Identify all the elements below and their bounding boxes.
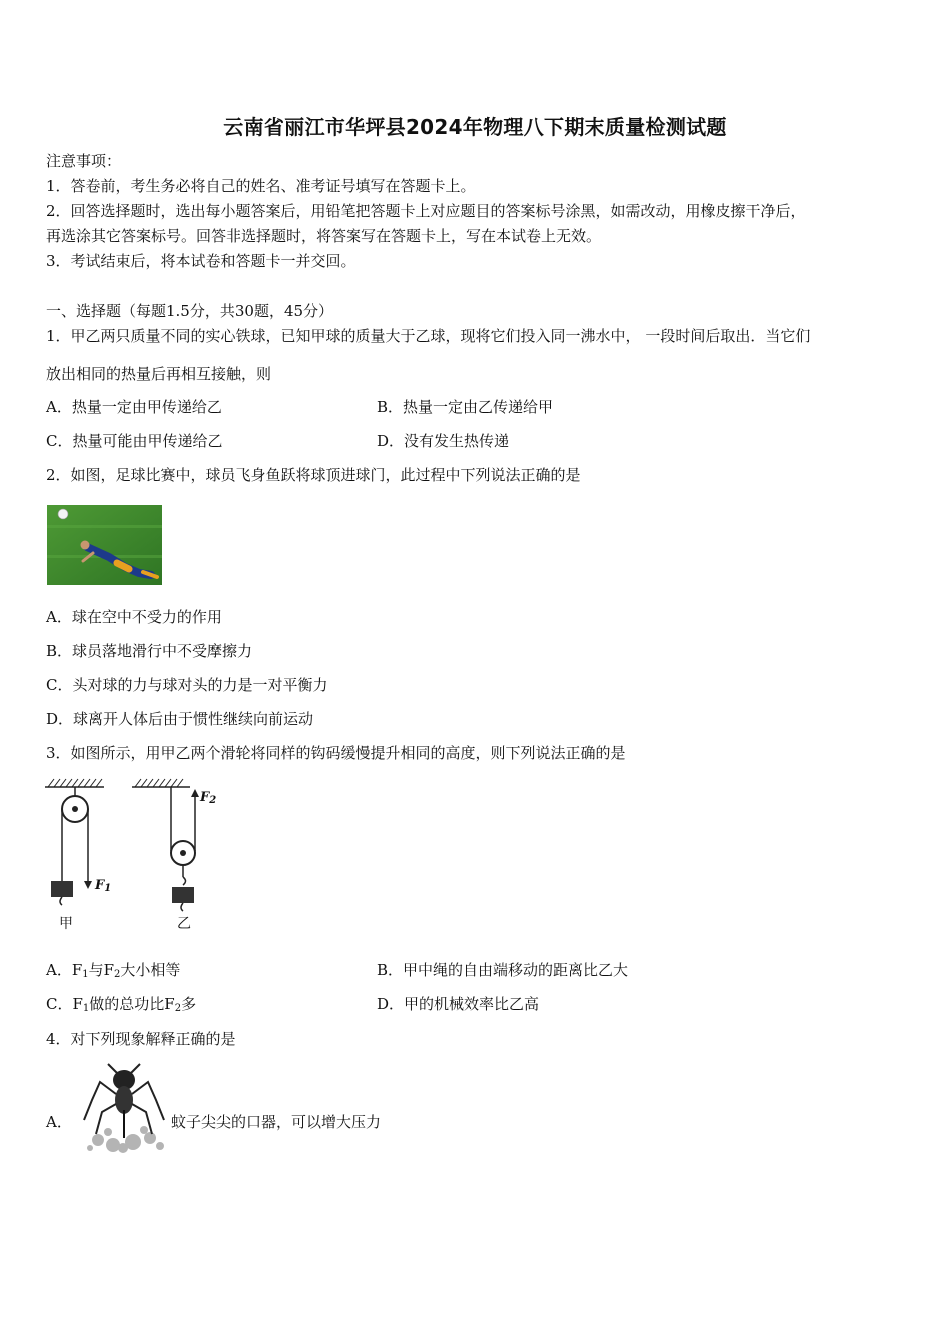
- question-4-stem: 4．对下列现象解释正确的是: [46, 1030, 236, 1048]
- q1-option-d: D．没有发生热传递: [377, 432, 510, 450]
- mosquito-image: [78, 1060, 170, 1154]
- force-label-f1: $F_1$: [95, 878, 112, 894]
- q4-option-a-text: 蚊子尖尖的口器，可以增大压力: [171, 1113, 382, 1131]
- question-3-stem: 3．如图所示，用甲乙两个滑轮将同样的钩码缓慢提升相同的高度，则下列说法正确的是: [46, 744, 626, 762]
- pulley-diagram: [40, 773, 230, 938]
- question-1-stem: 1．甲乙两只质量不同的实心铁球，已知甲球的质量大于乙球，现将它们投入同一沸水中， 一段时间后取出．当它们: [46, 327, 811, 345]
- label-jia: 甲: [59, 916, 73, 932]
- notice-item: 2．回答选择题时，选出每小题答案后，用铅笔把答题卡上对应题目的答案标号涂黑，如需改动，用橡皮擦干净后，: [46, 202, 806, 220]
- question-2-stem: 2．如图，足球比赛中，球员飞身鱼跃将球顶进球门，此过程中下列说法正确的是: [46, 466, 581, 484]
- q2-option-d: D．球离开人体后由于惯性继续向前运动: [46, 710, 314, 728]
- label-yi: 乙: [177, 916, 191, 932]
- q3-option-d: D．甲的机械效率比乙高: [377, 995, 540, 1013]
- notice-item: 3．考试结束后，将本试卷和答题卡一并交回。: [46, 252, 356, 270]
- force-label-f2: $F_2$: [200, 790, 217, 806]
- section-heading: 一、选择题（每题1.5分，共30题，45分）: [46, 302, 334, 320]
- q3-option-a: A．$F_1$与$F_2$大小相等: [46, 961, 181, 980]
- q3-option-b: B．甲中绳的自由端移动的距离比乙大: [377, 961, 629, 979]
- q1-option-c: C．热量可能由甲传递给乙: [46, 432, 223, 450]
- notice-item: 再选涂其它答案标号。回答非选择题时，将答案写在答题卡上，写在本试卷上无效。: [46, 227, 602, 245]
- notice-heading: 注意事项：: [46, 152, 122, 170]
- q2-option-a: A．球在空中不受力的作用: [46, 608, 222, 626]
- q2-option-b: B．球员落地滑行中不受摩擦力: [46, 642, 253, 660]
- question-1-stem-cont: 放出相同的热量后再相互接触，则: [46, 365, 272, 383]
- q1-option-b: B．热量一定由乙传递给甲: [377, 398, 554, 416]
- q4-option-a-label: A．: [46, 1113, 72, 1131]
- q2-option-c: C．头对球的力与球对头的力是一对平衡力: [46, 676, 328, 694]
- soccer-header-photo: [47, 505, 162, 585]
- q1-option-a: A．热量一定由甲传递给乙: [46, 398, 222, 416]
- page-title: 云南省丽江市华坪县2024年物理八下期末质量检测试题: [223, 115, 727, 139]
- notice-item: 1．答卷前，考生务必将自己的姓名、准考证号填写在答题卡上。: [46, 177, 476, 195]
- q3-option-c: C．$F_1$做的总功比$F_2$多: [46, 995, 197, 1014]
